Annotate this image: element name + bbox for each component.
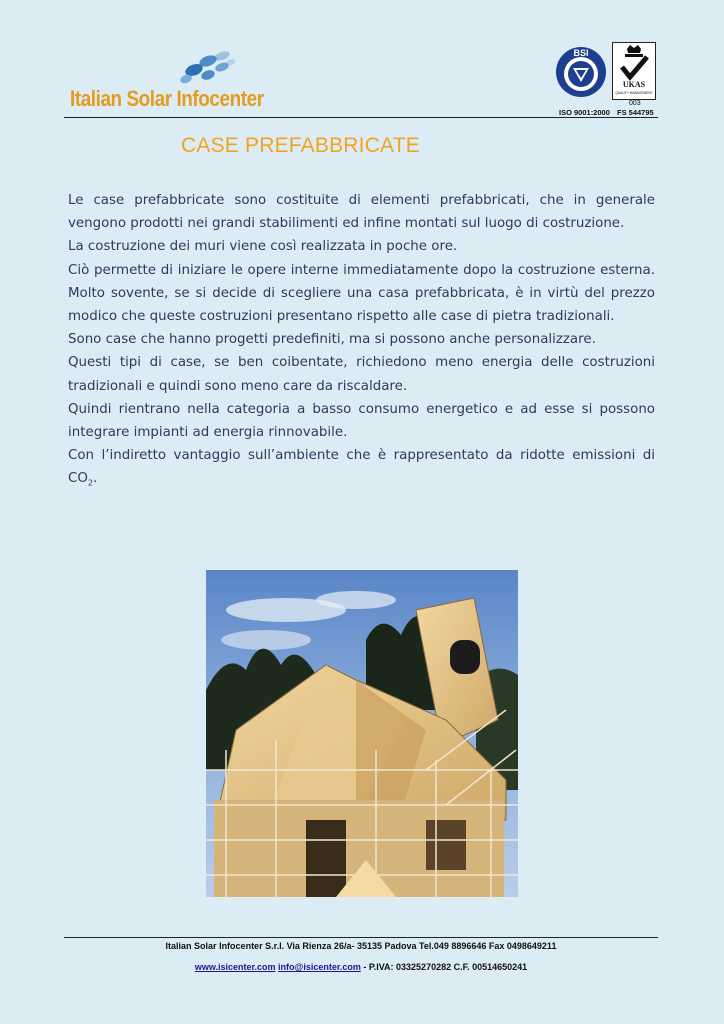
logo-text: Italian Solar Infocenter bbox=[70, 86, 264, 111]
paragraph-1: Le case prefabbricate sono costituite di elementi prefabbricati, che in generale vengono prodotti nei grandi stabilimenti ed infine montati sul luogo di costruzione. bbox=[68, 193, 655, 232]
logo-dots-icon bbox=[178, 48, 238, 84]
ukas-sub-text: QUALITY MANAGEMENT bbox=[615, 91, 653, 95]
co2-subscript: 2 bbox=[87, 479, 93, 489]
paragraph-5: Questi tipi di case, se ben coibentate, richiedono meno energia delle costruzioni tradizionali e quindi sono meno care da riscaldare. bbox=[68, 355, 655, 394]
ukas-certification-badge bbox=[612, 42, 656, 100]
paragraph-7-text: Con l’indiretto vantaggio sull’ambiente che è rappresentato da ridotte emissioni di CO bbox=[68, 448, 655, 487]
paragraph-7 bbox=[68, 444, 655, 495]
footer-tax-info: - P.IVA: 03325270282 C.F. 00514650241 bbox=[360, 962, 528, 972]
bsi-text: BSI bbox=[573, 48, 589, 58]
page-title: CASE PREFABBRICATE bbox=[181, 134, 420, 157]
paragraph-7-end: . bbox=[92, 471, 98, 487]
ukas-text: UKAS bbox=[622, 80, 646, 89]
footer-contacts bbox=[64, 962, 658, 972]
website-link[interactable]: www.isicenter.com bbox=[194, 962, 276, 972]
fs-label: FS 544795 bbox=[617, 108, 654, 117]
paragraph-3: Ciò permette di iniziare le opere interne immediatamente dopo la costruzione esterna. Molto sovente, se si decide di scegliere una casa prefabbricata, è in virtù del prezzo modico che queste costruzioni presentano rispetto alle case di pietra tradizionali. bbox=[68, 262, 655, 325]
ukas-crown-tick-icon bbox=[613, 43, 655, 99]
header-divider bbox=[64, 117, 658, 118]
paragraph-4: Sono case che hanno progetti predefiniti, ma si possono anche personalizzare. bbox=[68, 332, 596, 348]
email-link[interactable]: info@isicenter.com bbox=[278, 962, 361, 972]
bsi-logo-icon bbox=[555, 42, 607, 104]
ukas-number: 003 bbox=[629, 100, 641, 107]
iso-label: ISO 9001:2000 bbox=[559, 108, 610, 117]
footer-divider bbox=[64, 937, 658, 938]
footer-address: Italian Solar Infocenter S.r.l. Via Rienza 26/a- 35135 Padova Tel.049 8896646 Fax 0498649211 bbox=[165, 941, 557, 951]
paragraph-6: Quindi rientrano nella categoria a basso consumo energetico e ad esse si possono integrare impianti ad energia rinnovabile. bbox=[68, 401, 655, 441]
paragraph-2: La costruzione dei muri viene così realizzata in poche ore. bbox=[68, 239, 458, 255]
company-logo bbox=[66, 48, 266, 114]
prefab-house-photo bbox=[206, 570, 518, 897]
prefab-house-illustration bbox=[206, 570, 518, 897]
article-body bbox=[68, 189, 655, 495]
bsi-certification-badge bbox=[555, 42, 607, 104]
